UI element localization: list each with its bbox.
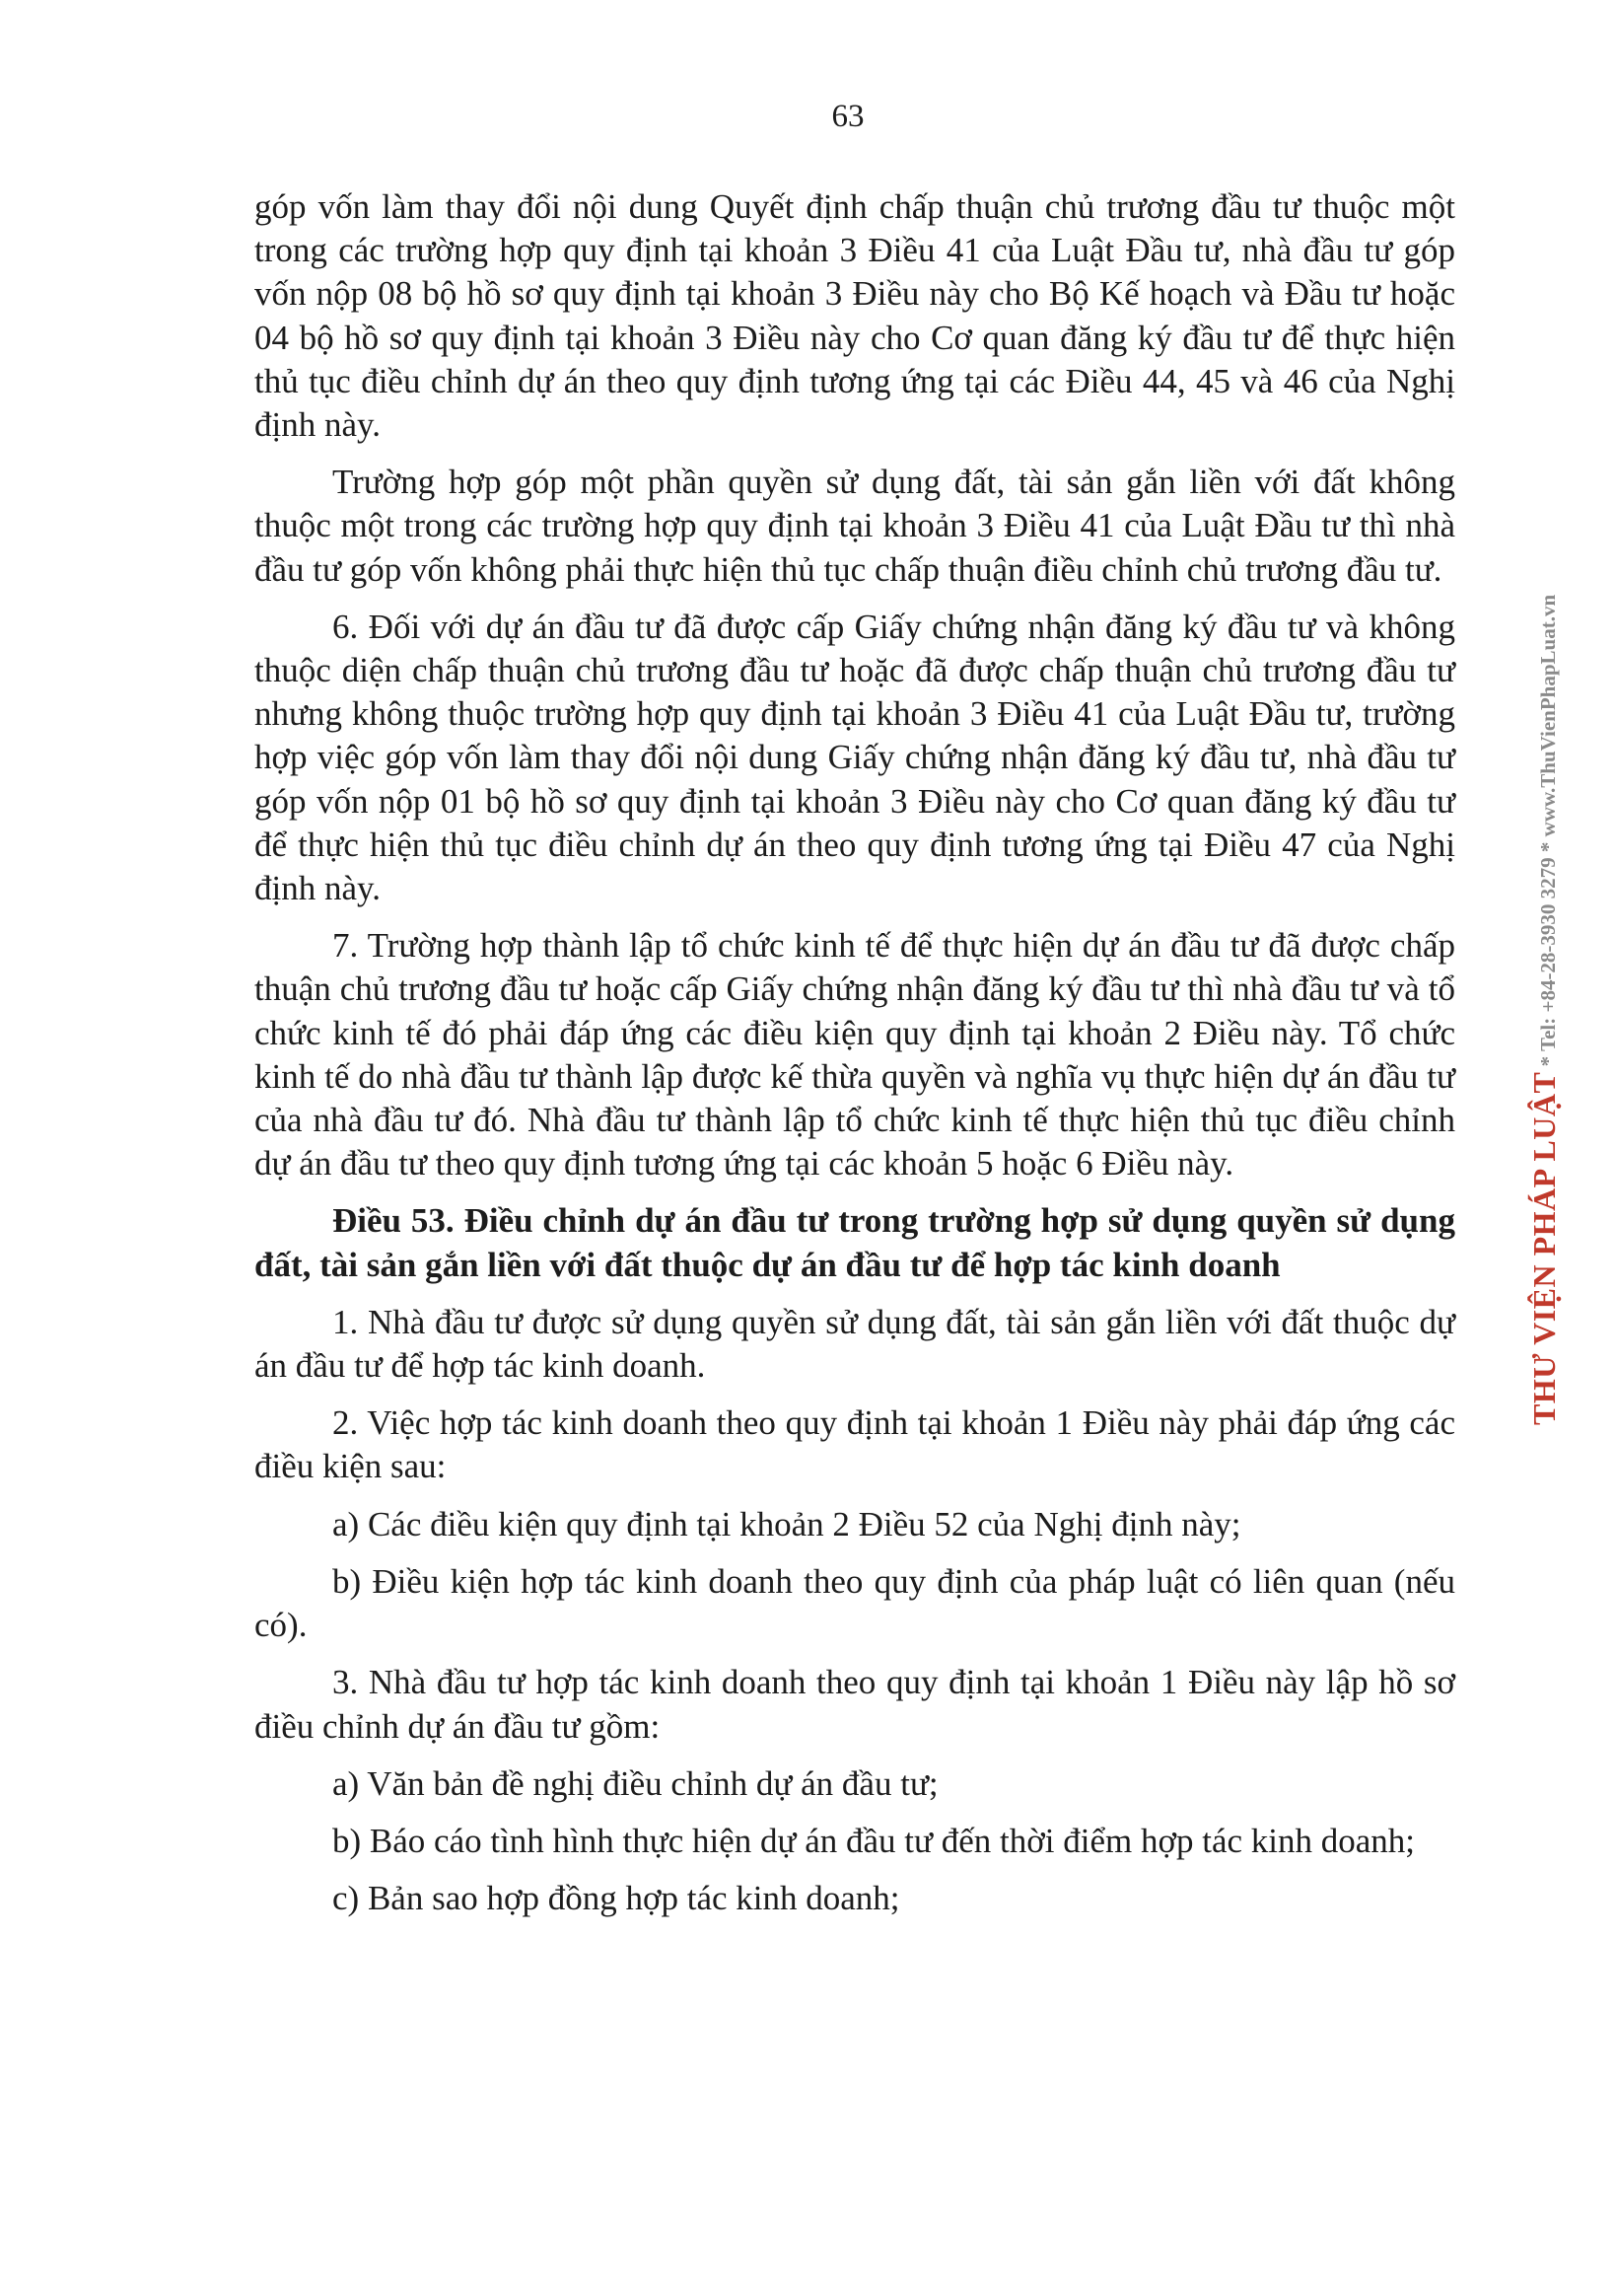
paragraph-article-53-clause-1: 1. Nhà đầu tư được sử dụng quyền sử dụng đất, tài sản gắn liền với đất thuộc dự án đầu tư để hợp tác kinh doanh. (254, 1302, 1455, 1386)
paragraph-clause-2-item-a: a) Các điều kiện quy định tại khoản 2 Điều 52 của Nghị định này; (332, 1504, 1241, 1543)
watermark-text (1526, 595, 1563, 1425)
paragraph-clause-6: 6. Đối với dự án đầu tư đã được cấp Giấy chứng nhận đăng ký đầu tư và không thuộc diện chấp thuận chủ trương đầu tư hoặc đã được chấp thuận chủ trương đầu tư nhưng không thuộc trường hợp quy định tại khoản 3 Điều 41 của Luật Đầu tư, trường hợp việc góp vốn làm thay đổi nội dung Giấy chứng nhận đăng ký đầu tư, nhà đầu tư góp vốn nộp 01 bộ hồ sơ quy định tại khoản 3 Điều này cho Cơ quan đăng ký đầu tư để thực hiện thủ tục điều chỉnh dự án theo quy định tương ứng tại Điều 47 của Nghị định này. (254, 607, 1455, 908)
paragraph-clause-2-item-b: b) Điều kiện hợp tác kinh doanh theo quy định của pháp luật có liên quan (nếu có). (254, 1561, 1455, 1645)
paragraph-clause-3-item-b: b) Báo cáo tình hình thực hiện dự án đầu tư đến thời điểm hợp tác kinh doanh; (332, 1821, 1416, 1860)
paragraph-article-53-clause-3: 3. Nhà đầu tư hợp tác kinh doanh theo quy định tại khoản 1 Điều này lập hồ sơ điều chỉnh dự án đầu tư gồm: (254, 1663, 1455, 1746)
article-53-heading: Điều 53. Điều chỉnh dự án đầu tư trong trường hợp sử dụng quyền sử dụng đất, tài sản gắn liền với đất thuộc dự án đầu tư để hợp tác kinh doanh (254, 1201, 1455, 1284)
paragraph-article-53-clause-2: 2. Việc hợp tác kinh doanh theo quy định tại khoản 1 Điều này phải đáp ứng các điều kiện sau: (254, 1403, 1455, 1486)
paragraph-clause-7: 7. Trường hợp thành lập tổ chức kinh tế để thực hiện dự án đầu tư đã được chấp thuận chủ trương đầu tư hoặc cấp Giấy chứng nhận đăng ký đầu tư thì nhà đầu tư và tổ chức kinh tế đó phải đáp ứng các điều kiện quy định tại khoản 2 Điều này. Tổ chức kinh tế do nhà đầu tư thành lập được kế thừa quyền và nghĩa vụ thực hiện dự án đầu tư của nhà đầu tư đó. Nhà đầu tư thành lập tổ chức kinh tế thực hiện thủ tục điều chỉnh dự án đầu tư theo quy định tương ứng tại các khoản 5 hoặc 6 Điều này. (254, 926, 1455, 1184)
paragraph-continuation: góp vốn làm thay đổi nội dung Quyết định chấp thuận chủ trương đầu tư thuộc một trong các trường hợp quy định tại khoản 3 Điều 41 của Luật Đầu tư, nhà đầu tư góp vốn nộp 08 bộ hồ sơ quy định tại khoản 3 Điều này cho Bộ Kế hoạch và Đầu tư hoặc 04 bộ hồ sơ quy định tại khoản 3 Điều này cho Cơ quan đăng ký đầu tư để thực hiện thủ tục điều chỉnh dự án theo quy định tương ứng tại các Điều 44, 45 và 46 của Nghị định này. (254, 187, 1455, 445)
page-number: 63 (831, 99, 865, 134)
paragraph-clause-3-item-a: a) Văn bản đề nghị điều chỉnh dự án đầu tư; (332, 1763, 939, 1803)
watermark-brand: THƯ VIỆN PHÁP LUẬT (1526, 1071, 1562, 1425)
paragraph-clause-3-item-c: c) Bản sao hợp đồng hợp tác kinh doanh; (332, 1879, 900, 1918)
watermark (1526, 518, 1576, 1425)
paragraph-land-use-rights: Trường hợp góp một phần quyền sử dụng đất, tài sản gắn liền với đất không thuộc một trong các trường hợp quy định tại khoản 3 Điều 41 của Luật Đầu tư thì nhà đầu tư góp vốn không phải thực hiện thủ tục chấp thuận điều chỉnh chủ trương đầu tư. (254, 463, 1455, 589)
watermark-contact: * Tel: +84-28-3930 3279 * www.ThuVienPhapLuat.vn (1536, 594, 1560, 1072)
document-body (254, 185, 1455, 1934)
